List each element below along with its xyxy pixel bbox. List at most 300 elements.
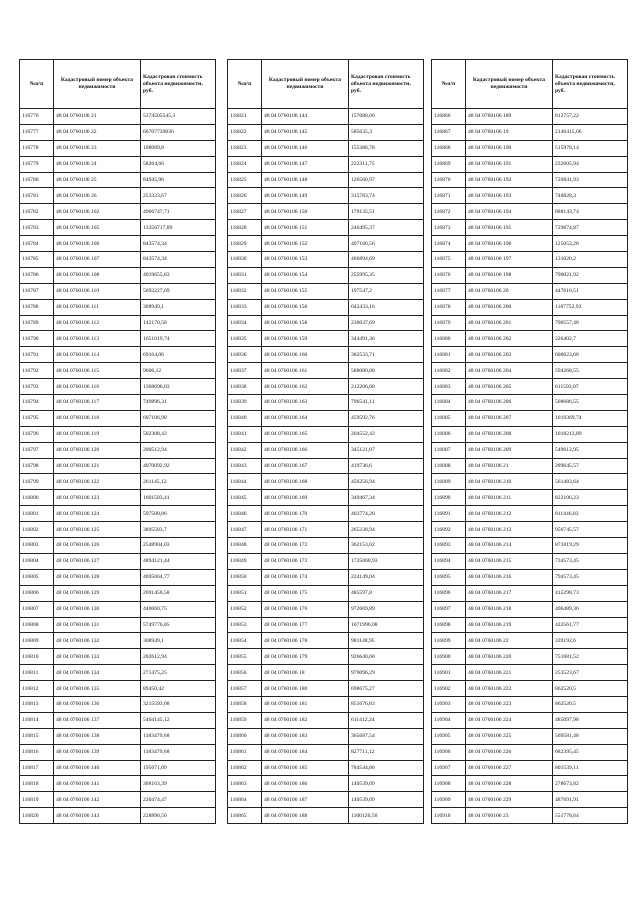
row-num: 116832 — [228, 283, 262, 299]
row-num: 116804 — [20, 553, 54, 569]
row-num: 116860 — [228, 728, 262, 744]
table-row — [432, 712, 628, 728]
header-cadastral-number: Кадастровый номер объекта недвижимости — [54, 60, 141, 109]
row-num: 116847 — [228, 522, 262, 538]
row-num: 116861 — [228, 744, 262, 760]
cadastral-number: 48 04 0760106 229 — [466, 792, 553, 808]
cadastral-cost: 459592,76 — [349, 410, 424, 426]
cadastral-cost: 265238,94 — [349, 522, 424, 538]
table-row — [228, 252, 424, 268]
row-num: 116883 — [432, 379, 466, 395]
cadastral-number: 48 04 0760106 138 — [54, 728, 141, 744]
cadastral-number: 48 04 0760106 102 — [54, 204, 141, 220]
cadastral-cost: 140539,09 — [349, 792, 424, 808]
cadastral-cost: 485097,98 — [553, 712, 628, 728]
table-row — [20, 617, 216, 633]
table-row — [20, 808, 216, 824]
table-row — [228, 760, 424, 776]
table-row — [228, 808, 424, 824]
cadastral-table-1 — [19, 59, 216, 824]
cadastral-cost: 811446,83 — [553, 506, 628, 522]
cadastral-cost: 981148,95 — [349, 633, 424, 649]
table-row — [20, 347, 216, 363]
cadastral-number: 48 04 0760106 223 — [466, 696, 553, 712]
cadastral-number: 48 04 0760106 206 — [466, 395, 553, 411]
cadastral-number: 48 04 0760106 128 — [54, 569, 141, 585]
cadastral-cost: 403774,28 — [349, 506, 424, 522]
cadastral-number: 48 04 0760106 181 — [262, 696, 349, 712]
table-row — [228, 363, 424, 379]
cadastral-cost: 1100120,56 — [349, 808, 424, 824]
cadastral-number: 48 04 0760106 201 — [466, 315, 553, 331]
row-num: 116852 — [228, 601, 262, 617]
table-row — [432, 553, 628, 569]
table-row — [432, 188, 628, 204]
table-row — [228, 140, 424, 156]
row-num: 116865 — [228, 808, 262, 824]
row-num: 116893 — [432, 538, 466, 554]
table-row — [228, 156, 424, 172]
cadastral-number: 48 04 0760106 198 — [466, 267, 553, 283]
row-num: 116796 — [20, 426, 54, 442]
row-num: 116848 — [228, 538, 262, 554]
table-row — [20, 315, 216, 331]
cadastral-number: 48 04 0760106 23 — [54, 140, 141, 156]
table-row — [432, 109, 628, 125]
cadastral-number: 48 04 0760106 217 — [466, 585, 553, 601]
cadastral-number: 48 04 0760106 123 — [54, 490, 141, 506]
table-row — [20, 363, 216, 379]
row-num: 116875 — [432, 252, 466, 268]
row-num: 116859 — [228, 712, 262, 728]
row-num: 116780 — [20, 172, 54, 188]
cadastral-cost: 4070092,92 — [141, 458, 216, 474]
cadastral-number: 48 04 0760106 159 — [262, 331, 349, 347]
table-row — [432, 315, 628, 331]
row-num: 116820 — [20, 808, 54, 824]
row-num: 116824 — [228, 156, 262, 172]
table-row — [432, 299, 628, 315]
cadastral-cost: 2548904,03 — [141, 538, 216, 554]
table-row — [228, 712, 424, 728]
cadastral-cost: 456256,94 — [349, 474, 424, 490]
cadastral-number: 48 04 0760106 225 — [466, 728, 553, 744]
cadastral-number: 48 04 0760106 227 — [466, 760, 553, 776]
cadastral-number: 48 04 0760106 156 — [262, 299, 349, 315]
cadastral-cost: 790557,48 — [553, 315, 628, 331]
cadastral-number: 48 04 0760106 194 — [466, 204, 553, 220]
table-row — [228, 442, 424, 458]
row-num: 116882 — [432, 363, 466, 379]
cadastral-cost: 843574,34 — [141, 236, 216, 252]
cadastral-number: 48 04 0760106 166 — [262, 442, 349, 458]
cadastral-cost: 84945,96 — [141, 172, 216, 188]
cadastral-cost: 202612,94 — [141, 649, 216, 665]
cadastral-cost: 642433,16 — [349, 299, 424, 315]
cadastral-number: 48 04 0760106 170 — [262, 506, 349, 522]
cadastral-number: 48 04 0760106 163 — [262, 395, 349, 411]
row-num: 116823 — [228, 140, 262, 156]
cadastral-cost: 1368696,03 — [141, 379, 216, 395]
row-num: 116877 — [432, 283, 466, 299]
table-row — [228, 696, 424, 712]
cadastral-number: 48 04 0760106 184 — [262, 744, 349, 760]
cadastral-cost: 862520,5 — [553, 696, 628, 712]
cadastral-cost: 220474,47 — [141, 792, 216, 808]
row-num: 116853 — [228, 617, 262, 633]
row-num: 116805 — [20, 569, 54, 585]
table-row — [20, 220, 216, 236]
row-num: 116794 — [20, 395, 54, 411]
cadastral-cost: 415298,73 — [553, 585, 628, 601]
row-num: 116902 — [432, 681, 466, 697]
table-row — [432, 363, 628, 379]
row-num: 116787 — [20, 283, 54, 299]
table-row — [20, 728, 216, 744]
row-num: 116886 — [432, 426, 466, 442]
table-row — [228, 220, 424, 236]
table-row — [228, 728, 424, 744]
row-num: 116801 — [20, 506, 54, 522]
cadastral-number: 48 04 0760106 134 — [54, 665, 141, 681]
cadastral-number: 48 04 0760106 210 — [466, 474, 553, 490]
cadastral-number: 48 04 0760106 207 — [466, 410, 553, 426]
cadastral-cost: 790021,92 — [553, 267, 628, 283]
cadastral-number: 48 04 0760106 110 — [54, 283, 141, 299]
row-num: 116903 — [432, 696, 466, 712]
table-row — [228, 665, 424, 681]
table-row — [20, 681, 216, 697]
cadastral-cost: 551778,64 — [553, 808, 628, 824]
cadastral-cost: 271475,25 — [141, 665, 216, 681]
row-num: 116812 — [20, 681, 54, 697]
table-row — [432, 140, 628, 156]
cadastral-cost: 979096,29 — [349, 665, 424, 681]
cadastral-table-3 — [431, 59, 628, 824]
row-num: 116905 — [432, 728, 466, 744]
cadastral-cost: 862520,5 — [553, 681, 628, 697]
cadastral-number: 48 04 0760106 226 — [466, 744, 553, 760]
cadastral-cost: 720841,93 — [553, 172, 628, 188]
cadastral-number: 48 04 0760106 215 — [466, 553, 553, 569]
row-num: 116868 — [432, 140, 466, 156]
table-row — [432, 204, 628, 220]
table-row — [432, 410, 628, 426]
cadastral-cost: 345121,07 — [349, 442, 424, 458]
cadastral-cost: 1071996,08 — [349, 617, 424, 633]
cadastral-number: 48 04 0760106 139 — [54, 744, 141, 760]
cadastral-number: 48 04 0760106 200 — [466, 299, 553, 315]
table-row — [432, 585, 628, 601]
header-num: №п/п — [20, 60, 54, 109]
cadastral-number: 48 04 0760106 126 — [54, 538, 141, 554]
row-num: 116895 — [432, 569, 466, 585]
table-row — [432, 379, 628, 395]
cadastral-cost: 729874,87 — [553, 220, 628, 236]
cadastral-cost: 142170,58 — [141, 315, 216, 331]
row-num: 116814 — [20, 712, 54, 728]
row-num: 116784 — [20, 236, 54, 252]
table-row — [20, 760, 216, 776]
cadastral-number: 48 04 0760106 160 — [262, 347, 349, 363]
table-row — [432, 474, 628, 490]
row-num: 116839 — [228, 395, 262, 411]
cadastral-cost: 261145,12 — [141, 474, 216, 490]
cadastral-cost: 1725060,93 — [349, 553, 424, 569]
table-row — [432, 236, 628, 252]
row-num: 116909 — [432, 792, 466, 808]
cadastral-cost: 157088,06 — [349, 109, 424, 125]
cadastral-cost: 607106,98 — [141, 410, 216, 426]
table-row — [20, 379, 216, 395]
table-row — [432, 760, 628, 776]
cadastral-cost: 682395,45 — [553, 744, 628, 760]
row-num: 116897 — [432, 601, 466, 617]
row-num: 116889 — [432, 474, 466, 490]
table-row — [228, 538, 424, 554]
cadastral-number: 48 04 0760106 136 — [54, 696, 141, 712]
cadastral-number: 48 04 0760106 186 — [262, 776, 349, 792]
table-row — [20, 649, 216, 665]
cadastral-cost: 956745,57 — [553, 522, 628, 538]
cadastral-cost: 561483,64 — [553, 474, 628, 490]
row-num: 116867 — [432, 124, 466, 140]
cadastral-number: 48 04 0760106 122 — [54, 474, 141, 490]
table-row — [20, 553, 216, 569]
row-num: 116828 — [228, 220, 262, 236]
cadastral-number: 48 04 0760106 211 — [466, 490, 553, 506]
cadastral-cost: 232605,94 — [553, 156, 628, 172]
cadastral-number: 48 04 0760106 151 — [262, 220, 349, 236]
cadastral-number: 48 04 0760106 173 — [262, 553, 349, 569]
table-row — [432, 776, 628, 792]
row-num: 116857 — [228, 681, 262, 697]
row-num: 116854 — [228, 633, 262, 649]
table-row — [432, 220, 628, 236]
cadastral-cost: 13356717,89 — [141, 220, 216, 236]
header-cadastral-cost: Кадастровая стоимость объекта недвижимости, руб. — [349, 60, 424, 109]
table-row — [20, 188, 216, 204]
cadastral-number: 48 04 0760106 23 — [466, 808, 553, 824]
row-num: 116874 — [432, 236, 466, 252]
cadastral-number: 48 04 0760106 219 — [466, 617, 553, 633]
table-row — [20, 442, 216, 458]
cadastral-number: 48 04 0760106 222 — [466, 681, 553, 697]
table-row — [20, 506, 216, 522]
table-row — [228, 299, 424, 315]
row-num: 116907 — [432, 760, 466, 776]
row-num: 116798 — [20, 458, 54, 474]
table-row — [228, 474, 424, 490]
cadastral-number: 48 04 0760106 130 — [54, 601, 141, 617]
cadastral-cost: 222311,75 — [349, 156, 424, 172]
cadastral-cost: 365687,54 — [349, 728, 424, 744]
row-num: 116811 — [20, 665, 54, 681]
cadastral-cost: 822106,23 — [553, 490, 628, 506]
table-row — [228, 315, 424, 331]
cadastral-number: 48 04 0760106 25 — [54, 172, 141, 188]
cadastral-cost: 289645,57 — [553, 458, 628, 474]
table-row — [228, 188, 424, 204]
cadastral-number: 48 04 0760106 224 — [466, 712, 553, 728]
cadastral-cost: 485597,8 — [349, 585, 424, 601]
table-row — [228, 410, 424, 426]
cadastral-cost: 2146415,06 — [553, 124, 628, 140]
cadastral-number: 48 04 0760106 152 — [262, 236, 349, 252]
cadastral-cost: 226402,7 — [553, 331, 628, 347]
row-num: 116876 — [432, 267, 466, 283]
table-row — [228, 347, 424, 363]
table-row — [228, 792, 424, 808]
cadastral-number: 48 04 0760106 195 — [466, 220, 553, 236]
row-num: 116840 — [228, 410, 262, 426]
cadastral-cost: 4894121,44 — [141, 553, 216, 569]
table-row — [228, 458, 424, 474]
header-cadastral-cost: Кадастровая стоимость объекта недвижимости, руб. — [553, 60, 628, 109]
row-num: 116844 — [228, 474, 262, 490]
cadastral-cost: 751681,52 — [553, 649, 628, 665]
cadastral-number: 48 04 0760106 162 — [262, 379, 349, 395]
row-num: 116829 — [228, 236, 262, 252]
row-num: 116881 — [432, 347, 466, 363]
cadastral-number: 48 04 0760106 190 — [466, 140, 553, 156]
row-num: 116863 — [228, 776, 262, 792]
cadastral-cost: 362153,02 — [349, 538, 424, 554]
header-cadastral-number: Кадастровый номер объекта недвижимости — [466, 60, 553, 109]
row-num: 116816 — [20, 744, 54, 760]
cadastral-number: 48 04 0760106 188 — [262, 808, 349, 824]
table-row — [20, 538, 216, 554]
cadastral-cost: 734573,45 — [553, 553, 628, 569]
cadastral-cost: 1651019,74 — [141, 331, 216, 347]
cadastral-cost: 594268,55 — [553, 363, 628, 379]
table-row — [20, 426, 216, 442]
cadastral-cost: 255995,35 — [349, 267, 424, 283]
table-row — [228, 633, 424, 649]
row-num: 116836 — [228, 347, 262, 363]
row-num: 116894 — [432, 553, 466, 569]
cadastral-cost: 422561,77 — [553, 617, 628, 633]
row-num: 116873 — [432, 220, 466, 236]
row-num: 116904 — [432, 712, 466, 728]
table-row — [228, 124, 424, 140]
cadastral-number: 48 04 0760106 185 — [262, 760, 349, 776]
cadastral-cost: 812757,22 — [553, 109, 628, 125]
table-row — [228, 506, 424, 522]
cadastral-number: 48 04 0760106 21 — [54, 109, 141, 125]
table-row — [20, 601, 216, 617]
row-num: 116906 — [432, 744, 466, 760]
row-num: 116892 — [432, 522, 466, 538]
cadastral-cost: 125053,28 — [553, 236, 628, 252]
cadastral-number: 48 04 0760106 125 — [54, 522, 141, 538]
cadastral-number: 48 04 0760106 124 — [54, 506, 141, 522]
cadastral-number: 48 04 0760106 196 — [466, 236, 553, 252]
table-row — [432, 728, 628, 744]
row-num: 116878 — [432, 299, 466, 315]
cadastral-number: 48 04 0760106 121 — [54, 458, 141, 474]
row-num: 116910 — [432, 808, 466, 824]
cadastral-number: 48 04 0760106 131 — [54, 617, 141, 633]
cadastral-number: 48 04 0760106 216 — [466, 569, 553, 585]
cadastral-cost: 827711,12 — [349, 744, 424, 760]
cadastral-number: 48 04 0760106 208 — [466, 426, 553, 442]
cadastral-number: 48 04 0760106 106 — [54, 236, 141, 252]
cadastral-number: 48 04 0760106 209 — [466, 442, 553, 458]
table-row — [432, 490, 628, 506]
table-row — [432, 792, 628, 808]
row-num: 116856 — [228, 665, 262, 681]
cadastral-cost: 253323,67 — [141, 188, 216, 204]
cadastral-cost: 89450,42 — [141, 681, 216, 697]
cadastral-number: 48 04 0760106 105 — [54, 220, 141, 236]
header-cadastral-number: Кадастровый номер объекта недвижимости — [262, 60, 349, 109]
table-row — [432, 617, 628, 633]
table-row — [228, 395, 424, 411]
cadastral-cost: 588080,08 — [349, 363, 424, 379]
cadastral-number: 48 04 0760106 150 — [262, 204, 349, 220]
cadastral-cost: 926640,68 — [349, 649, 424, 665]
table-row — [432, 808, 628, 824]
cadastral-cost: 58264,66 — [141, 156, 216, 172]
cadastral-cost: 740828,3 — [553, 188, 628, 204]
cadastral-cost: 308949,1 — [141, 633, 216, 649]
cadastral-number: 48 04 0760106 182 — [262, 712, 349, 728]
row-num: 116789 — [20, 315, 54, 331]
row-num: 116776 — [20, 109, 54, 125]
cadastral-cost: 569581,48 — [553, 728, 628, 744]
table-row — [432, 506, 628, 522]
cadastral-cost: 508686,55 — [553, 395, 628, 411]
cadastral-cost: 3215593,68 — [141, 696, 216, 712]
cadastral-cost: 69164,06 — [141, 347, 216, 363]
table-row — [432, 522, 628, 538]
cadastral-cost: 749896,31 — [141, 395, 216, 411]
row-num: 116826 — [228, 188, 262, 204]
row-num: 116887 — [432, 442, 466, 458]
cadastral-number: 48 04 0760106 174 — [262, 569, 349, 585]
table-row — [228, 744, 424, 760]
table-row — [228, 522, 424, 538]
cadastral-number: 48 04 0760106 129 — [54, 585, 141, 601]
table-row — [20, 252, 216, 268]
table-row — [432, 156, 628, 172]
table-row — [20, 585, 216, 601]
cadastral-cost: 466894,69 — [349, 252, 424, 268]
row-num: 116866 — [432, 109, 466, 125]
row-num: 116872 — [432, 204, 466, 220]
table-row — [228, 109, 424, 125]
cadastral-number: 48 04 0760106 147 — [262, 156, 349, 172]
cadastral-number: 48 04 0760106 21 — [466, 458, 553, 474]
table-row — [20, 283, 216, 299]
table-row — [20, 712, 216, 728]
table-row — [228, 681, 424, 697]
cadastral-number: 48 04 0760106 155 — [262, 283, 349, 299]
table-row — [20, 109, 216, 125]
cadastral-number: 48 04 0760106 193 — [466, 188, 553, 204]
cadastral-number: 48 04 0760106 114 — [54, 347, 141, 363]
row-num: 116791 — [20, 347, 54, 363]
cadastral-cost: 1183479,68 — [141, 728, 216, 744]
cadastral-cost: 487691,91 — [553, 792, 628, 808]
cadastral-cost: 447616,51 — [553, 283, 628, 299]
cadastral-cost: 197547,2 — [349, 283, 424, 299]
cadastral-cost: 108089,8 — [141, 140, 216, 156]
cadastral-number: 48 04 0760106 119 — [54, 426, 141, 442]
table-row — [20, 633, 216, 649]
row-num: 116838 — [228, 379, 262, 395]
